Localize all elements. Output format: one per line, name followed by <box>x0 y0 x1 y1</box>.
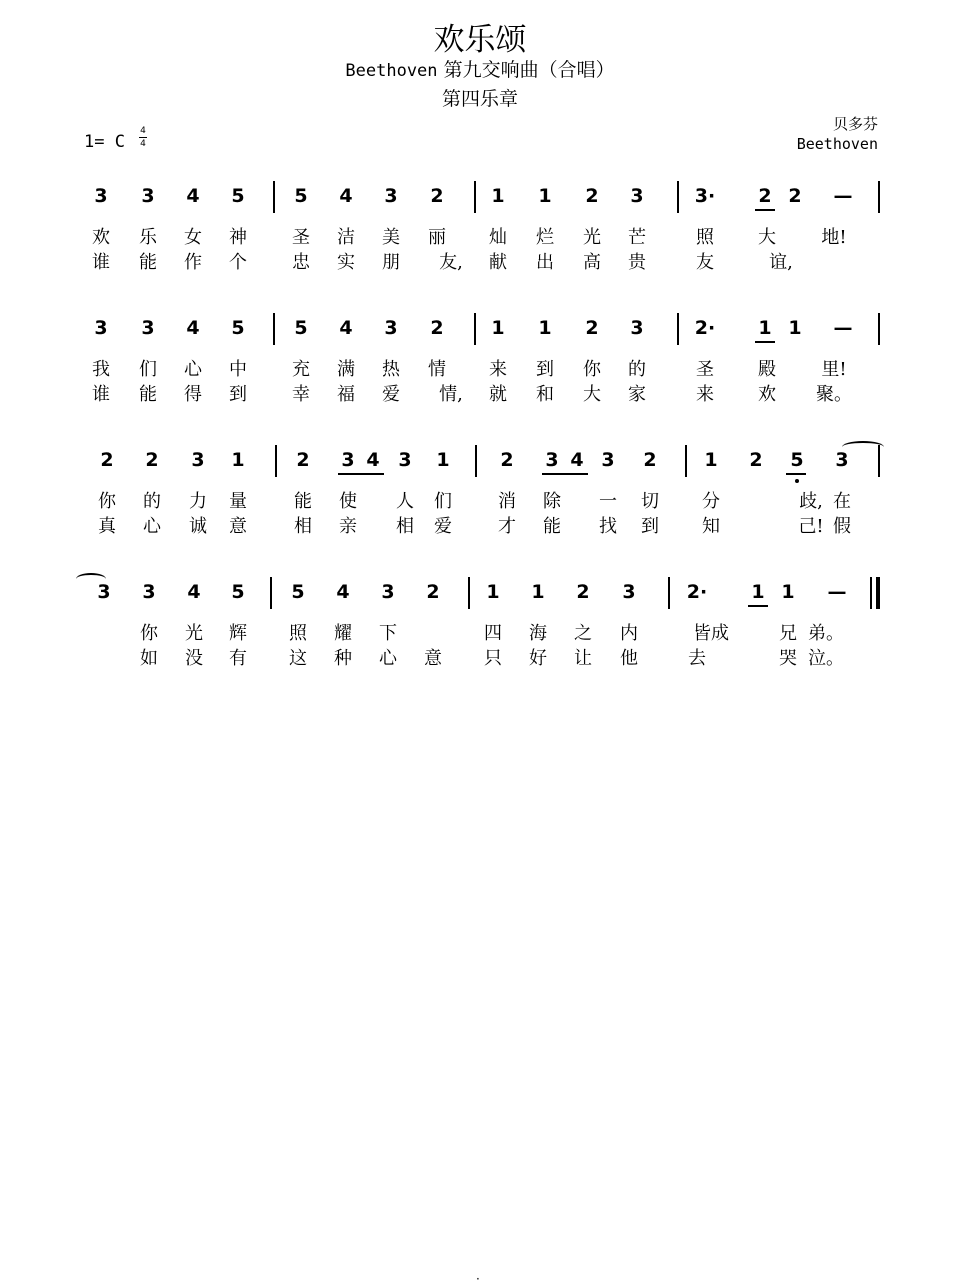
lyric-line-2: 高 <box>583 252 601 273</box>
lyric-line-2: 到 <box>641 516 659 537</box>
bar-line <box>878 313 880 345</box>
lyric-line-2: 找 <box>599 516 617 537</box>
note: 2 <box>430 185 444 207</box>
note: 1 <box>231 449 245 471</box>
note: 4 <box>187 581 201 603</box>
subtitle-composer: Beethoven <box>345 61 438 81</box>
lyric-line-1: 我 <box>92 359 110 380</box>
lyric-line-2: 亲 <box>339 516 357 537</box>
note: 5 <box>790 449 804 471</box>
lyric-line-2: 能 <box>543 516 561 537</box>
key-signature: 1= C <box>84 132 125 152</box>
lyric-line-2: 就 <box>489 384 507 405</box>
lyric-line-1: 使 <box>339 491 357 512</box>
lyric-line-1: 在 <box>833 491 851 512</box>
note: 3 <box>630 185 644 207</box>
final-bar-thick <box>876 577 880 609</box>
note: 4 <box>570 449 584 471</box>
lyric-line-1: 皆成 <box>693 623 729 644</box>
lyric-line-1: 的 <box>628 359 646 380</box>
movement: 第四乐章 <box>441 88 518 110</box>
note: 5 <box>231 317 245 339</box>
lyric-line-1: 热 <box>382 359 400 380</box>
lyric-line-2: 如 <box>140 648 158 669</box>
bar-line <box>273 313 275 345</box>
note: 3 <box>622 581 636 603</box>
note: 4 <box>186 317 200 339</box>
lyric-line-2: 贵 <box>628 252 646 273</box>
lyric-line-2: 己! <box>798 516 824 537</box>
lyric-line-1: 之 <box>574 623 592 644</box>
lyric-line-2: 能 <box>139 384 157 405</box>
lyric-line-1: 歧, <box>799 491 823 512</box>
eighth-beam <box>786 473 806 475</box>
lyric-line-2: 谁 <box>92 252 110 273</box>
lyric-line-2: 友, <box>439 252 463 273</box>
note: 2· <box>694 317 716 339</box>
note: 3 <box>141 317 155 339</box>
lyric-line-1: 量 <box>229 491 247 512</box>
lyric-line-2: 能 <box>139 252 157 273</box>
lyric-line-1: 地! <box>821 227 847 248</box>
lyric-line-2: 友 <box>696 252 714 273</box>
lyric-line-1: 里! <box>821 359 847 380</box>
lyric-line-2: 福 <box>337 384 355 405</box>
lyric-line-1: 美 <box>382 227 400 248</box>
composer-latin: Beethoven <box>796 135 878 153</box>
note: 1 <box>486 581 500 603</box>
lyric-line-2: 心 <box>379 648 397 669</box>
lyric-line-2: 好 <box>529 648 547 669</box>
note: 4 <box>336 581 350 603</box>
note: 2 <box>426 581 440 603</box>
note: — <box>827 581 847 603</box>
note: 1 <box>538 317 552 339</box>
note: 1 <box>491 317 505 339</box>
lyric-line-2: 种 <box>334 648 352 669</box>
note: 2 <box>758 185 772 207</box>
lyric-line-2: 假 <box>833 516 851 537</box>
lyric-line-2: 实 <box>337 252 355 273</box>
note: 2 <box>585 317 599 339</box>
meter-bottom: 4 <box>140 139 146 149</box>
tie-arc <box>76 573 106 585</box>
lyric-line-1: 的 <box>143 491 161 512</box>
note: 3 <box>94 317 108 339</box>
lyric-line-2: 相 <box>294 516 312 537</box>
eighth-beam <box>338 473 384 475</box>
note: 2 <box>576 581 590 603</box>
lyric-line-1: 洁 <box>337 227 355 248</box>
lyric-line-1: 光 <box>583 227 601 248</box>
lyric-line-1: 满 <box>337 359 355 380</box>
lyric-line-1: 到 <box>536 359 554 380</box>
lyric-line-2: 谊, <box>769 252 793 273</box>
lyric-line-1: 人 <box>396 491 414 512</box>
bar-line <box>668 577 670 609</box>
lyric-line-1: 四 <box>484 623 502 644</box>
lyric-line-2: 让 <box>574 648 592 669</box>
note: 3 <box>94 185 108 207</box>
lyric-line-1: 你 <box>583 359 601 380</box>
bar-line <box>878 181 880 213</box>
lyric-line-1: 消 <box>498 491 516 512</box>
lyric-line-1: 欢 <box>92 227 110 248</box>
lyric-line-2: 知 <box>702 516 720 537</box>
note: 5 <box>231 581 245 603</box>
bar-line <box>685 445 687 477</box>
lyric-line-1: 烂 <box>536 227 554 248</box>
lyric-line-1: 海 <box>529 623 547 644</box>
lyric-line-2: 朋 <box>382 252 400 273</box>
lyric-line-1: 神 <box>229 227 247 248</box>
lyric-line-1: 芒 <box>628 227 646 248</box>
lyric-line-1: 乐 <box>139 227 157 248</box>
lyric-line-1: 女 <box>184 227 202 248</box>
note: 1 <box>788 317 802 339</box>
note: 2 <box>100 449 114 471</box>
eighth-beam <box>755 209 775 211</box>
lyric-line-2: 个 <box>229 252 247 273</box>
lyric-line-2: 哭 <box>779 648 797 669</box>
note: 3 <box>384 185 398 207</box>
lyric-line-1: 力 <box>189 491 207 512</box>
note: 3 <box>142 581 156 603</box>
lyric-line-1: 兄 <box>779 623 797 644</box>
lyric-line-1: 一 <box>599 491 617 512</box>
note: 2 <box>585 185 599 207</box>
note: 1 <box>704 449 718 471</box>
final-bar-thin <box>870 577 872 609</box>
lower-dot <box>795 479 799 483</box>
note: 1 <box>758 317 772 339</box>
note: 2 <box>296 449 310 471</box>
lyric-line-2: 没 <box>185 648 203 669</box>
page-marker: · <box>476 1272 480 1286</box>
meter-top: 4 <box>140 126 146 136</box>
note: 3 <box>398 449 412 471</box>
note: 3 <box>835 449 849 471</box>
page-title: 欢乐颂 <box>433 22 527 58</box>
lyric-line-1: 们 <box>139 359 157 380</box>
lyric-line-2: 情, <box>439 384 463 405</box>
lyric-line-2: 聚。 <box>816 384 852 405</box>
lyric-line-1: 圣 <box>292 227 310 248</box>
bar-line <box>468 577 470 609</box>
lyric-line-2: 心 <box>143 516 161 537</box>
lyric-line-1: 内 <box>620 623 638 644</box>
note: 1 <box>531 581 545 603</box>
tie-arc <box>842 441 884 453</box>
lyric-line-1: 照 <box>696 227 714 248</box>
note: 3 <box>630 317 644 339</box>
lyric-line-2: 这 <box>289 648 307 669</box>
lyric-line-1: 丽 <box>428 227 446 248</box>
lyric-line-1: 来 <box>489 359 507 380</box>
lyric-line-1: 分 <box>702 491 720 512</box>
note: 2 <box>500 449 514 471</box>
lyric-line-2: 和 <box>536 384 554 405</box>
lyric-line-1: 你 <box>140 623 158 644</box>
composer-cn: 贝多芬 <box>832 115 878 133</box>
note: 1 <box>436 449 450 471</box>
lyric-line-2: 献 <box>489 252 507 273</box>
note: 3 <box>601 449 615 471</box>
lyric-line-1: 耀 <box>334 623 352 644</box>
note: — <box>833 185 853 207</box>
note: — <box>833 317 853 339</box>
lyric-line-2: 有 <box>229 648 247 669</box>
note: 3 <box>191 449 205 471</box>
lyric-line-2: 爱 <box>382 384 400 405</box>
note: 4 <box>339 317 353 339</box>
lyric-line-2: 欢 <box>758 384 776 405</box>
eighth-beam <box>755 341 775 343</box>
note: 3 <box>341 449 355 471</box>
note: 2· <box>686 581 708 603</box>
note: 5 <box>231 185 245 207</box>
note: 3· <box>694 185 716 207</box>
lyric-line-2: 他 <box>620 648 638 669</box>
note: 3 <box>141 185 155 207</box>
note: 1 <box>491 185 505 207</box>
lyric-line-2: 相 <box>396 516 414 537</box>
lyric-line-1: 光 <box>185 623 203 644</box>
bar-line <box>474 313 476 345</box>
bar-line <box>677 181 679 213</box>
lyric-line-2: 到 <box>229 384 247 405</box>
bar-line <box>474 181 476 213</box>
note: 1 <box>781 581 795 603</box>
note: 2 <box>430 317 444 339</box>
lyric-line-2: 谁 <box>92 384 110 405</box>
lyric-line-1: 弟。 <box>808 623 844 644</box>
lyric-line-2: 出 <box>536 252 554 273</box>
lyric-line-2: 意 <box>424 648 442 669</box>
lyric-line-1: 们 <box>434 491 452 512</box>
note: 4 <box>366 449 380 471</box>
lyric-line-2: 只 <box>484 648 502 669</box>
lyric-line-2: 诚 <box>189 516 207 537</box>
note: 2 <box>643 449 657 471</box>
note: 2 <box>788 185 802 207</box>
note: 5 <box>294 185 308 207</box>
lyric-line-1: 灿 <box>489 227 507 248</box>
bar-line <box>275 445 277 477</box>
note: 4 <box>339 185 353 207</box>
lyric-line-1: 照 <box>289 623 307 644</box>
lyric-line-2: 才 <box>498 516 516 537</box>
bar-line <box>475 445 477 477</box>
lyric-line-1: 辉 <box>229 623 247 644</box>
note: 3 <box>97 581 111 603</box>
note: 1 <box>538 185 552 207</box>
note: 2 <box>145 449 159 471</box>
eighth-beam <box>542 473 588 475</box>
lyric-line-2: 意 <box>229 516 247 537</box>
note: 1 <box>751 581 765 603</box>
note: 5 <box>294 317 308 339</box>
lyric-line-2: 去 <box>688 648 706 669</box>
lyric-line-1: 充 <box>292 359 310 380</box>
lyric-line-1: 殿 <box>758 359 776 380</box>
eighth-beam <box>748 605 768 607</box>
lyric-line-2: 爱 <box>434 516 452 537</box>
lyric-line-2: 忠 <box>292 252 310 273</box>
lyric-line-1: 你 <box>98 491 116 512</box>
lyric-line-1: 中 <box>229 359 247 380</box>
bar-line <box>273 181 275 213</box>
note: 5 <box>291 581 305 603</box>
note: 3 <box>545 449 559 471</box>
lyric-line-2: 大 <box>583 384 601 405</box>
bar-line <box>270 577 272 609</box>
subtitle-work: 第九交响曲（合唱） <box>437 59 615 81</box>
lyric-line-1: 圣 <box>696 359 714 380</box>
note: 3 <box>384 317 398 339</box>
lyric-line-1: 大 <box>758 227 776 248</box>
note: 3 <box>381 581 395 603</box>
lyric-line-1: 下 <box>379 623 397 644</box>
lyric-line-2: 真 <box>98 516 116 537</box>
note: 4 <box>186 185 200 207</box>
lyric-line-2: 家 <box>628 384 646 405</box>
lyric-line-1: 切 <box>641 491 659 512</box>
lyric-line-2: 幸 <box>292 384 310 405</box>
lyric-line-1: 除 <box>543 491 561 512</box>
note: 2 <box>749 449 763 471</box>
lyric-line-1: 情 <box>428 359 446 380</box>
lyric-line-1: 能 <box>294 491 312 512</box>
lyric-line-1: 心 <box>184 359 202 380</box>
lyric-line-2: 来 <box>696 384 714 405</box>
bar-line <box>677 313 679 345</box>
lyric-line-2: 泣。 <box>808 648 844 669</box>
lyric-line-2: 得 <box>184 384 202 405</box>
lyric-line-2: 作 <box>184 252 202 273</box>
